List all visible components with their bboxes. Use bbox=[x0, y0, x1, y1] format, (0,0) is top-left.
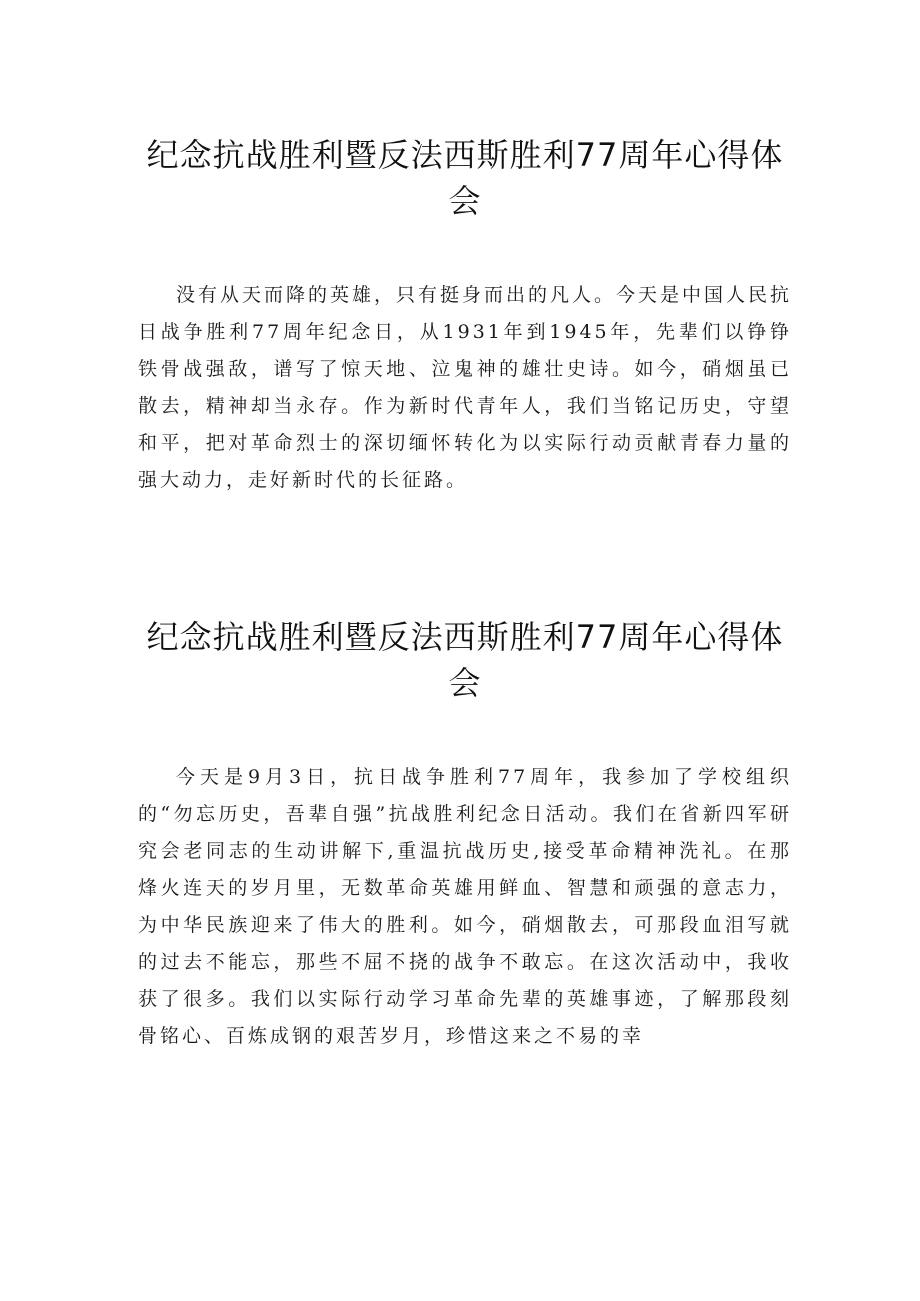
essay-title: 纪念抗战胜利暨反法西斯胜利77周年心得体会 bbox=[146, 136, 784, 220]
essay-section-2 bbox=[138, 614, 792, 1055]
essay-paragraph: 没有从天而降的英雄，只有挺身而出的凡人。今天是中国人民抗日战争胜利77周年纪念日，从1931年到1945年，先辈们以铮铮铁骨战强敌，谱写了惊天地、泣鬼神的雄壮史诗。如今，硝烟虽已散去，精神却当永存。作为新时代青年人，我们当铭记历史，守望和平，把对革命烈士的深切缅怀转化为以实际行动贡献青春力量的强大动力，走好新时代的长征路。 bbox=[138, 284, 793, 491]
essay-paragraph: 今天是9月3日，抗日战争胜利77周年，我参加了学校组织的“勿忘历史，吾辈自强”抗战胜利纪念日活动。我们在省新四军研究会老同志的生动讲解下,重温抗战历史,接受革命精神洗礼。在那烽火连天的岁月里，无数革命英雄用鲜血、智慧和顽强的意志力，为中华民族迎来了伟大的胜利。如今，硝烟散去，可那段血泪写就的过去不能忘，那些不屈不挠的战争不敢忘。在这次活动中，我收获了很多。我们以实际行动学习革命先辈的英雄事迹，了解那段刻骨铭心、百炼成钢的艰苦岁月，珍惜这来之不易的幸 bbox=[138, 766, 792, 1047]
essay-title: 纪念抗战胜利暨反法西斯胜利77周年心得体会 bbox=[146, 618, 784, 702]
essay-section-1 bbox=[138, 132, 792, 499]
